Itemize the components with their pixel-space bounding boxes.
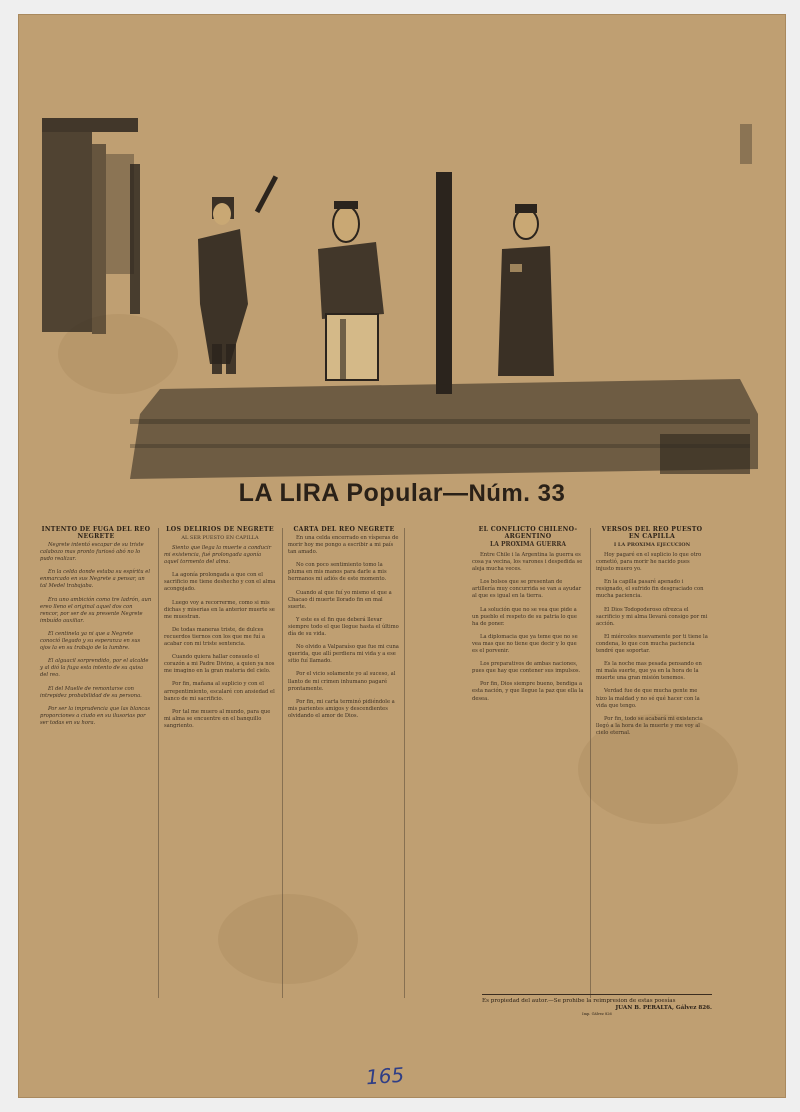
verse-stanza: La agonía prolongada a que con el sacrificio me tiene deshecho y con el alma acongojado. [164,572,276,593]
column-heading: VERSOS DEL REO PUESTO EN CAPILLA [601,526,703,540]
verse-stanza: Y este es el fin que deberá llevar siempre todo el que llegue hasta el último día de su vida. [288,616,399,638]
verse-stanza: Por fin, todo se acabará mi existencia llegó a la hora de la muerte y me voy al cielo eternal. [596,715,703,736]
column-heading: EL CONFLICTO CHILENO-ARGENTINO [478,526,578,540]
verse-stanza: Los preparativos de ambas naciones, pues que hay que contener sus impulsos. [472,661,581,675]
verse-stanza: Cuando al que fuí yo mismo el que a Chacao di muerte llorado fin en mal suerte. [288,589,392,610]
execution-woodcut-illustration [40,114,758,489]
column-heading: LOS DELIRIOS DE NEGRETE [166,526,274,533]
broadside-title [18,479,786,508]
title-dash: — [442,479,469,507]
verse-stanza: Por el vicio solamente yo al suceso, al llanto de mi crimen inhumano pagaré prontamente. [288,671,396,692]
verse-stanza: Entre Chile i la Argentina la guerra es cosa ya vecina, los varones i despedida se aleja mucha veces. [472,552,583,573]
verse-stanza: Cuando quiera hallar consuelo el corazón a mi Padre Divino, a quien ya nos me imagino en la gran materia del cielo. [164,654,275,675]
verse-stanza: Siento que llega la muerte a conducir mi existencia, fué prolongada agonía aquel tormento del alma. [164,545,272,566]
verse-stanza: El centinela ya ni que a Negrete conoció llegado y su esperanza en sus ojos la en su trabajo de la lumbre. [40,630,141,652]
verse-stanza: Verdad fue de que mucha gente me hizo la maldad y no sé qué hacer con la vida que tengo. [596,688,700,709]
verse-stanza: En una celda encerrado en vísperas de morir hoy me pongo a escribir a mi país tan amado. [288,535,399,556]
column-divider [404,528,405,998]
verse-stanza: El del Muelle de remontarse con intrepidez probabilidad de su persona. [40,685,142,699]
column-intento-de-fuga [40,526,152,733]
verse-stanza: El miércoles nuevamente por ti tiene la condena, lo que con mucha paciencia tendré que soportar. [596,633,708,655]
verse-stanza: Es la noche mas pesada pensando en mi mala suerte, que ya en la hora de la muerte una gran misión tenemos. [596,661,702,682]
column-los-delirios [164,526,276,736]
verse-stanza: De todas maneras triste, de dulces recuerdos tiernos con los que me fuí a acabar con mi triste sentencia. [164,626,265,648]
column-divider [590,528,591,998]
column-heading: CARTA DEL REO NEGRETE [293,526,395,533]
verse-stanza: El alguacil sorprendido, por el alcalde y al dió la fuga esta intento de su quisa del reo. [40,658,149,679]
column-subheading: LA PROXIMA GUERRA [490,541,566,548]
verse-stanza: La diplomacia que ya teme que no se vea mas que no tiene que decir y lo que es el porvenir. [472,633,578,655]
column-subheading: I LA PROXIMA EJECUCION [613,542,691,548]
handwritten-folio-number: 165 [365,1062,405,1090]
column-subheading: AL SER PUESTO EN CAPILLA [181,535,259,541]
copyright-notice: Es propiedad del autor.—Se prohibe la reimpresion de estas poesías [482,998,676,1004]
publisher-name: JUAN B. PERALTA, Gálvez 826. [615,1005,712,1011]
verse-stanza: Por fin, Dios siempre bueno, bendiga a esta nación, y que llegue la paz que ella la desea. [472,681,584,702]
verse-stanza: La solución que no se vea que pide a un pueblo el respeto de su patria lo que ha de poner. [472,606,577,627]
verse-stanza: No olvido a Valparaíso que fue mi cuna querida, que allí perdiera mi vida y a ese sitio fuí llamado. [288,644,399,665]
column-carta [288,526,400,726]
verse-stanza: En la celda donde estaba su espíritu el enmarcado en sus Negrete a pensar, un tal Medel trabajaba. [40,569,150,590]
issue-number: Núm. 33 [468,480,566,507]
footer-rule [482,994,712,995]
verse-stanza: No con poco sentimiento tomo la pluma en mis manos para darle a mis hermanos mi adiós de este momento. [288,562,387,583]
column-divider [282,528,283,998]
column-heading: INTENTO DE FUGA DEL REO NEGRETE [41,526,151,540]
column-conflicto [472,526,584,709]
verse-stanza: Los bolsos que se presentan de artillería muy concurrida se van a ayudar al que es igual en la tierra. [472,579,582,600]
verse-stanza: Por ser la imprudencia que las blancas proporciones a ciudo en su ilusorias por ser todas en su hora. [40,705,151,726]
verse-stanza: Por fin, mañana al suplicio y con el arrepentimiento, escalaré con ansiedad el banco de mi sacrificio. [164,681,275,702]
verse-stanza: Negrete intentó escapar de su triste calabozo mas pronto furiosó abó no lo pudo realizar. [40,542,144,563]
verse-stanza: Luego voy a recorrerme, como si mis dichas y miserias en la anterior muerte se me muestran. [164,599,275,620]
publisher-footer [482,994,712,1017]
column-versos [596,526,708,743]
verse-stanza: Hoy pagaré en el suplicio lo que otro cometió, para morir he nacido pues injusto muero yo. [596,552,702,573]
column-divider [158,528,159,998]
printer-imprint: Imp. Gálvez 826 [582,1012,612,1016]
verse-stanza: Por fin, mi carta terminó pidiéndole a mis parientes amigos y descendientes olvidando el amor de Dios. [288,698,395,719]
verse-stanza: En la capilla pasaré apenado i resignado, el sufrido fin desgraciado con mucha paciencia. [596,579,704,600]
title-main: LA LIRA Popular [238,479,443,507]
verse-stanza: Por tal me muero al mundo, para que mi alma se encuentre en el banquillo sangriento. [164,708,271,729]
verse-stanza: El Dios Todopoderoso ofrezca el sacrificio y mi alma llevará consigo por mi acción. [596,606,708,627]
broadside-sheet [18,14,786,1098]
verse-stanza: Era uno ambición como tre ladrón, aun ereo lleno el original aquel dos con rencor, por ser de su presente Negrete imbuído auxiliar. [40,596,152,624]
